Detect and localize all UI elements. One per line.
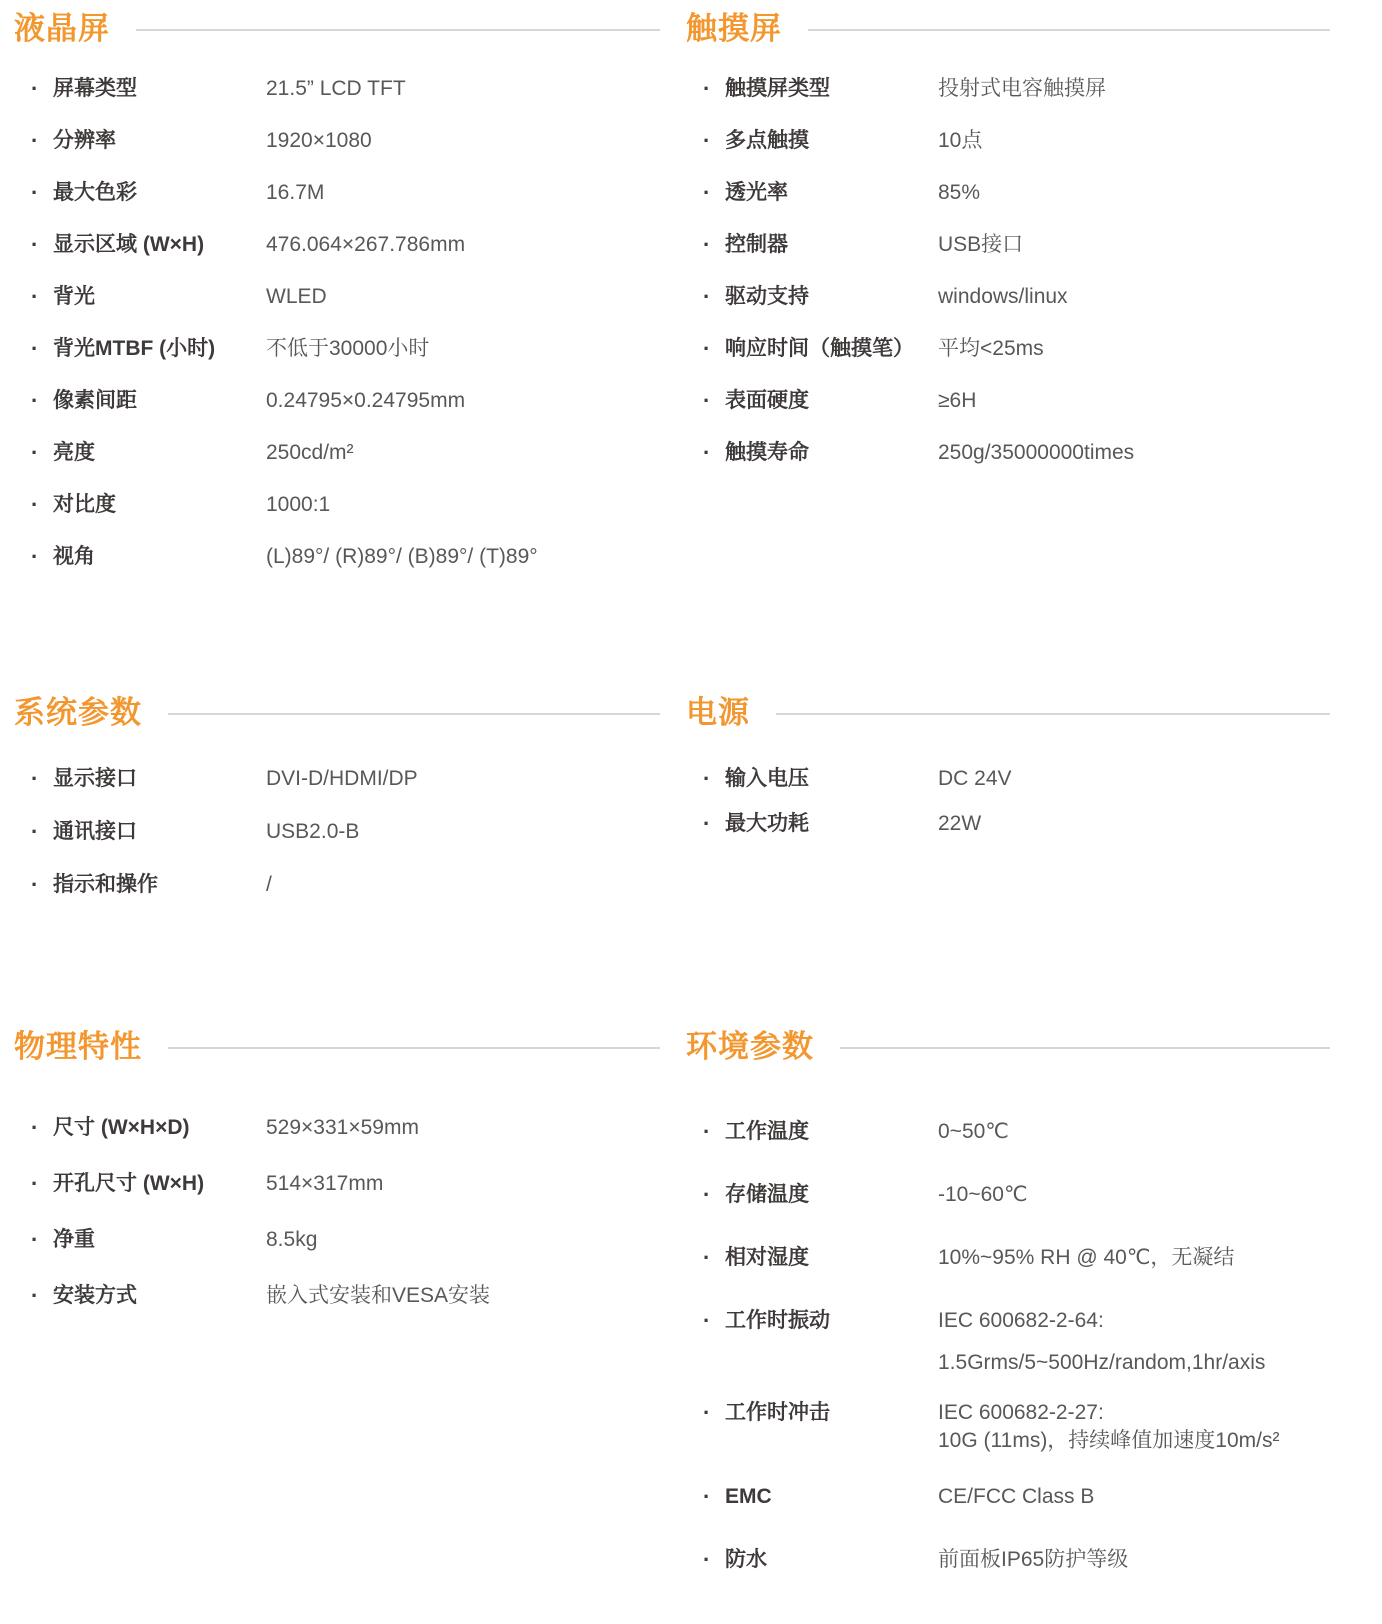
spec-row <box>686 765 1330 793</box>
section-title: 物理特性 <box>14 1029 142 1064</box>
spec-label: 背光MTBF (小时) <box>53 337 216 360</box>
section-divider <box>168 1047 660 1049</box>
bullet-icon: · <box>31 440 39 465</box>
bullet-icon: · <box>31 388 39 413</box>
section-title: 电源 <box>686 695 750 730</box>
spec-row <box>14 75 660 103</box>
bullet-icon: · <box>703 1245 711 1270</box>
spec-row <box>14 1170 660 1198</box>
spec-label: 像素间距 <box>53 389 137 412</box>
spec-value-line: 10G (11ms)，持续峰值加速度10m/s² <box>938 1429 1280 1452</box>
bullet-icon: · <box>703 128 711 153</box>
section-divider <box>776 713 1330 715</box>
section-header <box>14 1028 660 1066</box>
section-title: 环境参数 <box>686 1029 814 1064</box>
bullet-icon: · <box>31 232 39 257</box>
spec-value: USB接口 <box>938 233 1024 256</box>
spec-label: 对比度 <box>53 493 116 516</box>
spec-label: 安装方式 <box>53 1284 137 1307</box>
spec-label: 触摸屏类型 <box>725 77 830 100</box>
spec-value: 0.24795×0.24795mm <box>266 389 466 412</box>
spec-rows <box>14 1114 660 1310</box>
section-touch-screen <box>686 10 1330 491</box>
spec-value <box>938 1399 1280 1455</box>
spec-label: 多点触摸 <box>725 129 809 152</box>
spec-label: 指示和操作 <box>53 873 158 896</box>
spec-row <box>14 179 660 207</box>
spec-row <box>686 387 1330 415</box>
spec-row <box>686 1399 1330 1455</box>
bullet-icon: · <box>31 128 39 153</box>
section-header <box>14 10 660 48</box>
spec-value: 250g/35000000times <box>938 441 1135 464</box>
section-title: 液晶屏 <box>14 11 110 46</box>
bullet-icon: · <box>703 811 711 836</box>
spec-row <box>686 1181 1330 1209</box>
bullet-icon: · <box>31 819 39 844</box>
spec-value: 8.5kg <box>266 1228 318 1251</box>
spec-value: DVI-D/HDMI/DP <box>266 767 418 790</box>
spec-label: 存储温度 <box>725 1183 809 1206</box>
spec-row <box>14 387 660 415</box>
section-header <box>686 1028 1330 1066</box>
section-header <box>686 10 1330 48</box>
spec-label: 背光 <box>53 285 95 308</box>
spec-value: 10%~95% RH @ 40℃，无凝结 <box>938 1246 1235 1269</box>
spec-row <box>686 231 1330 259</box>
spec-row <box>14 1114 660 1142</box>
spec-label: EMC <box>725 1485 772 1508</box>
spec-label: 响应时间（触摸笔） <box>725 337 914 360</box>
spec-row <box>14 818 660 846</box>
spec-value: 前面板IP65防护等级 <box>938 1548 1129 1571</box>
bullet-icon: · <box>703 440 711 465</box>
section-header <box>686 694 1330 732</box>
spec-label: 通讯接口 <box>53 820 137 843</box>
spec-row <box>686 1546 1330 1574</box>
spec-row <box>686 1307 1330 1377</box>
spec-value: 10点 <box>938 129 983 152</box>
spec-value: 0~50℃ <box>938 1120 1009 1143</box>
spec-value: WLED <box>266 285 327 308</box>
spec-label: 显示区域 (W×H) <box>53 233 205 256</box>
spec-row <box>14 1282 660 1310</box>
spec-row <box>14 439 660 467</box>
section-system-parameters <box>14 694 660 924</box>
bullet-icon: · <box>703 232 711 257</box>
bullet-icon: · <box>31 1283 39 1308</box>
bullet-icon: · <box>703 1182 711 1207</box>
section-power <box>686 694 1330 855</box>
spec-label: 显示接口 <box>53 767 137 790</box>
spec-label: 触摸寿命 <box>725 441 809 464</box>
bullet-icon: · <box>31 1171 39 1196</box>
bullet-icon: · <box>703 76 711 101</box>
spec-value <box>938 1307 1265 1377</box>
spec-value: 250cd/m² <box>266 441 354 464</box>
spec-label: 控制器 <box>725 233 788 256</box>
spec-row <box>14 765 660 793</box>
spec-value: DC 24V <box>938 767 1012 790</box>
spec-value-line: 1.5Grms/5~500Hz/random,1hr/axis <box>938 1351 1266 1374</box>
spec-row <box>14 231 660 259</box>
section-divider <box>840 1047 1330 1049</box>
spec-value: 1000:1 <box>266 493 331 516</box>
bullet-icon: · <box>31 1115 39 1140</box>
spec-row <box>686 439 1330 467</box>
spec-value: 1920×1080 <box>266 129 372 152</box>
spec-row <box>14 283 660 311</box>
spec-label: 驱动支持 <box>725 285 809 308</box>
section-title: 触摸屏 <box>686 11 782 46</box>
spec-value: / <box>266 873 272 896</box>
spec-value: 529×331×59mm <box>266 1116 419 1139</box>
bullet-icon: · <box>703 1308 711 1333</box>
bullet-icon: · <box>31 1227 39 1252</box>
spec-label: 输入电压 <box>725 767 809 790</box>
bullet-icon: · <box>703 180 711 205</box>
spec-row <box>14 543 660 571</box>
spec-label: 屏幕类型 <box>53 77 137 100</box>
spec-value: 85% <box>938 181 981 204</box>
spec-row <box>686 283 1330 311</box>
spec-value: 22W <box>938 812 982 835</box>
spec-row <box>14 335 660 363</box>
spec-value: 21.5” LCD TFT <box>266 77 406 100</box>
bullet-icon: · <box>703 1400 711 1425</box>
spec-row <box>14 1226 660 1254</box>
bullet-icon: · <box>703 336 711 361</box>
spec-row <box>14 491 660 519</box>
bullet-icon: · <box>703 284 711 309</box>
spec-label: 透光率 <box>725 181 788 204</box>
spec-label: 工作时振动 <box>725 1309 830 1332</box>
spec-row <box>686 1244 1330 1272</box>
spec-label: 工作温度 <box>725 1120 809 1143</box>
spec-value-line: IEC 600682-2-64: <box>938 1309 1104 1332</box>
spec-rows <box>686 75 1330 467</box>
spec-label: 表面硬度 <box>725 389 809 412</box>
spec-value: CE/FCC Class B <box>938 1485 1095 1508</box>
spec-value: 476.064×267.786mm <box>266 233 466 256</box>
section-divider <box>136 29 660 31</box>
bullet-icon: · <box>31 336 39 361</box>
spec-label: 最大色彩 <box>53 181 137 204</box>
bullet-icon: · <box>703 388 711 413</box>
spec-rows <box>686 765 1330 838</box>
spec-value: ≥6H <box>938 389 977 412</box>
bullet-icon: · <box>31 544 39 569</box>
spec-label: 净重 <box>53 1228 95 1251</box>
bullet-icon: · <box>31 76 39 101</box>
spec-label: 防水 <box>725 1548 767 1571</box>
bullet-icon: · <box>703 1119 711 1144</box>
section-title: 系统参数 <box>14 695 142 730</box>
spec-row <box>686 127 1330 155</box>
spec-label: 分辨率 <box>53 129 116 152</box>
spec-label: 工作时冲击 <box>725 1401 830 1424</box>
spec-label: 亮度 <box>53 441 95 464</box>
spec-label: 尺寸 (W×H×D) <box>53 1116 190 1139</box>
spec-label: 开孔尺寸 (W×H) <box>53 1172 205 1195</box>
spec-value-line: IEC 600682-2-27: <box>938 1401 1104 1424</box>
spec-value: -10~60℃ <box>938 1183 1028 1206</box>
bullet-icon: · <box>31 284 39 309</box>
spec-label: 最大功耗 <box>725 812 809 835</box>
spec-row <box>686 1118 1330 1146</box>
spec-value: 平均<25ms <box>938 337 1044 360</box>
spec-label: 视角 <box>53 545 95 568</box>
spec-row <box>686 810 1330 838</box>
spec-value: USB2.0-B <box>266 820 360 843</box>
spec-row <box>686 179 1330 207</box>
section-physical-characteristics <box>14 1028 660 1338</box>
spec-value: (L)89°/ (R)89°/ (B)89°/ (T)89° <box>266 545 538 568</box>
spec-value: 514×317mm <box>266 1172 384 1195</box>
spec-row <box>686 1483 1330 1511</box>
bullet-icon: · <box>31 872 39 897</box>
spec-rows <box>14 765 660 899</box>
bullet-icon: · <box>703 1547 711 1572</box>
spec-value: windows/linux <box>938 285 1068 308</box>
spec-rows <box>14 75 660 571</box>
spec-row <box>686 335 1330 363</box>
section-header <box>14 694 660 732</box>
spec-row <box>14 127 660 155</box>
spec-rows <box>686 1118 1330 1574</box>
spec-row <box>686 75 1330 103</box>
spec-value: 投射式电容触摸屏 <box>938 77 1106 100</box>
spec-value: 16.7M <box>266 181 325 204</box>
bullet-icon: · <box>31 492 39 517</box>
bullet-icon: · <box>31 180 39 205</box>
spec-label: 相对湿度 <box>725 1246 809 1269</box>
bullet-icon: · <box>703 766 711 791</box>
spec-value: 嵌入式安装和VESA安装 <box>266 1284 491 1307</box>
section-environment-parameters <box>686 1028 1330 1609</box>
section-divider <box>808 29 1330 31</box>
section-divider <box>168 713 660 715</box>
spec-row <box>14 871 660 899</box>
bullet-icon: · <box>31 766 39 791</box>
section-lcd-panel <box>14 10 660 595</box>
bullet-icon: · <box>703 1484 711 1509</box>
spec-value: 不低于30000小时 <box>266 337 430 360</box>
